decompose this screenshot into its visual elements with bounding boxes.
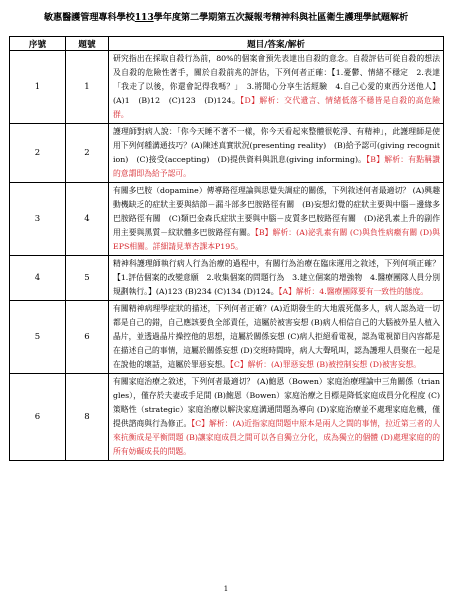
answer-analysis: 【B】解析：有點稱讚的意謂即為給予認可。	[113, 155, 440, 178]
question-no-header: 題號	[66, 37, 109, 51]
table-row	[10, 124, 444, 183]
question-number-cell: 5	[66, 256, 109, 301]
serial-cell: 5	[10, 301, 66, 374]
question-content-cell	[109, 183, 444, 256]
serial-cell: 4	[10, 256, 66, 301]
answer-analysis: 【B】解析：(A)泌乳素有關 (C)與負性病癥有關 (D)與EPS相關。詳細請見華杏課本P195。	[113, 228, 441, 251]
table-row	[10, 183, 444, 256]
table-row	[10, 374, 444, 461]
question-text: 研究指出在採取自殺行為前，80%的個案會預先表達出自殺的意念。自殺評估可從自殺的想法及自殺的危險性著手，關於自殺前兆的評估，下列何者正確：【1.憂鬱、情緒不穩定 2.表達「我走了以後，你還會記得我嗎？」 3.將聞心分享生活經驗 4.自己心愛的東西分送他人】 (A)1 (B)12 (C)123 (D)124。	[113, 54, 440, 105]
question-text: 護理師對病人說：「你今天睡不著不一樣，你今天看起來整體很乾淨、有精神」，此護理師是使用下列何種溝通技巧？(A)陳述真實狀況(presenting reality) (B)給予認可(giving recognition) (C)接受(accepting) (D)提供資料與訊息(giving informing)。	[113, 127, 440, 164]
question-number-cell: 1	[66, 51, 109, 124]
question-content-cell	[109, 124, 444, 183]
answer-analysis: 【C】解析：(A)罪惡妄想 (B)被控制妄想 (D)被害妄想。	[229, 360, 421, 369]
question-content-cell	[109, 374, 444, 461]
answer-analysis: 【A】解析：4.醫療團隊要有一致性的態度。	[278, 287, 429, 296]
question-text: 有關家庭治療之敘述，下列何者最適切？ (A)鮑恩（Bowen）家庭治療理論中三角關係（triangles），僅存於夫妻或手足間 (B)鮑恩（Bowen）家庭治療之目標是降低家庭成員分化程度 (C)策略性（strategic）家庭治療以解決家庭溝通問題為導向 (D)家庭治療並不處理家庭危機，僅提供諮商與行為修正。	[113, 377, 440, 428]
table-row	[10, 51, 444, 124]
question-text: 精神科護理師執行病人行為治療的過程中，有關行為治療在臨床運用之敘述，下列何項正確？【1.評估個案的改變意願 2.收集個案的問題行為 3.建立個案的增強物 4.醫療團隊人員分別規劃執行。】(A)123 (B)234 (C)134 (D)124。	[113, 259, 440, 296]
table-header-row	[10, 37, 444, 51]
page-number: 1	[223, 585, 229, 593]
serial-cell: 1	[10, 51, 66, 124]
document-title: 敏惠醫護管理專科學校113學年度第二學期第五次擬報考精神科與社區衛生護理學試題解析	[43, 12, 409, 23]
exam-analysis-table	[9, 36, 444, 461]
question-number-cell: 2	[66, 124, 109, 183]
question-number-cell: 6	[66, 301, 109, 374]
question-number-cell: 4	[66, 183, 109, 256]
serial-cell: 3	[10, 183, 66, 256]
serial-cell: 2	[10, 124, 66, 183]
question-content-cell	[109, 51, 444, 124]
answer-analysis: 【C】解析：(A)近指家庭問題中原本是兩人之間的事情，拉近第三者的人來抗衡成是平衡問題 (B)讓家庭成員之間可以各自獨立分化，成為獨立的個體 (D)處理家庭的的所有妨礙成長的問題。	[113, 419, 440, 456]
question-text: 有關精神病理學症狀的描述，下列何者正確？(A)近期發生的大地震死傷多人，病人認為這一切都是自己的錯，自己應該要負全部責任，這屬於被害妄想 (B)病人相信自己的大腦被外星人植入晶片，並透過晶片操控他的思想，這屬於關係妄想 (C)病人拒絕看電視，認為電視節目內容都是在描述自己的事情，這屬於關係妄想 (D)交班時間時，病人大聲吼叫，認為護理人員聚在一起是在說他的壞話，這屬於罪惡妄想。	[113, 304, 440, 369]
serial-header: 序號	[10, 37, 66, 51]
table-row	[10, 256, 444, 301]
question-content-cell	[109, 301, 444, 374]
question-content-cell	[109, 256, 444, 301]
answer-analysis: 【D】解析：交代遺言、情緒低落不穩皆是自殺的高危險群。	[113, 96, 440, 119]
question-number-cell: 8	[66, 374, 109, 461]
content-header: 題目/答案/解析	[109, 37, 444, 51]
table-row	[10, 301, 444, 374]
question-text: 有關多巴胺（dopamine）傳導路徑理論與思覺失調症的關係，下列敘述何者最適切？ (A)興趣動機缺乏的症狀主要與結節－漏斗部多巴胺路徑有關 (B)妄想幻覺的症狀主要與中腦－邊緣多巴胺路徑有關 (C)類巴金森氏症狀主要與中腦－皮質多巴胺路徑有關 (D)泌乳素上升的副作用主要與黑質－紋狀體多巴胺路徑有關。	[113, 186, 440, 237]
serial-cell: 6	[10, 374, 66, 461]
